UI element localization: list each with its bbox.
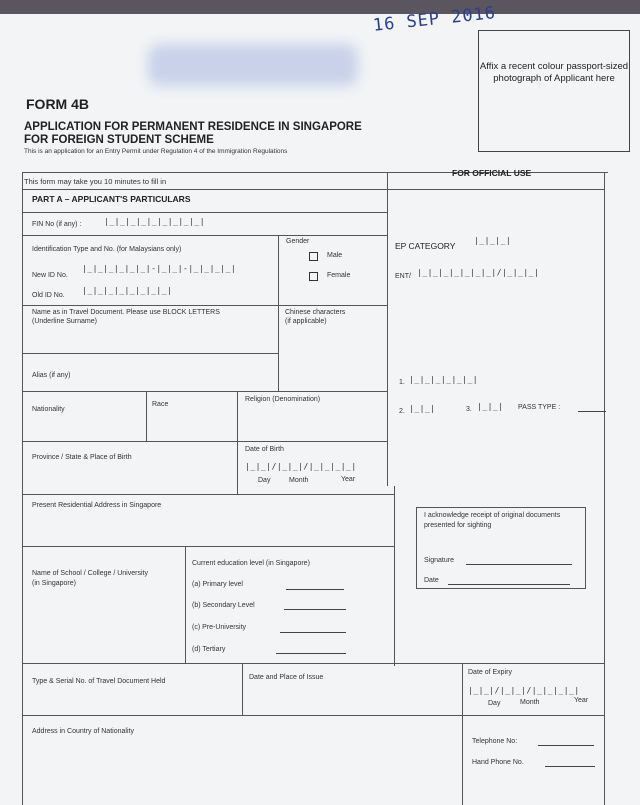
official-item1: 1.	[399, 379, 405, 386]
rule	[242, 663, 243, 715]
receipt-date-line[interactable]	[448, 584, 570, 585]
male-label: Male	[327, 252, 343, 259]
rule	[22, 235, 387, 236]
gender-label: Gender	[286, 238, 310, 245]
official-use-header: FOR OFFICIAL USE	[452, 168, 532, 178]
rule	[22, 663, 604, 664]
official-item3-boxes: |_|_|	[477, 402, 504, 411]
ep-category-label: EP CATEGORY	[395, 241, 456, 251]
id-type-label: Identification Type and No. (for Malaysians only)	[32, 246, 182, 253]
expiry-year: Year	[574, 697, 589, 704]
photo-note: Affix a recent colour passport-sized photograph of Applicant here	[479, 61, 629, 84]
handphone-label: Hand Phone No.	[472, 759, 524, 766]
alias-label: Alias (if any)	[32, 372, 71, 379]
rule	[185, 546, 186, 663]
time-note: This form may take you 10 minutes to fill in	[24, 177, 167, 186]
photo-box	[478, 30, 630, 152]
ep-category-boxes: |_|_|_|	[474, 236, 512, 245]
dob-year: Year	[341, 476, 356, 483]
religion-label: Religion (Denomination)	[245, 396, 321, 403]
province-label: Province / State & Place of Birth	[32, 454, 132, 461]
receipt-ack: I acknowledge receipt of original documents presented for sighting	[424, 512, 561, 529]
receipt-date-label: Date	[424, 577, 439, 584]
rule	[22, 494, 394, 495]
redacted-area	[148, 44, 358, 86]
school-label: Name of School / College / University	[32, 570, 148, 577]
rule	[387, 172, 388, 216]
telephone-label: Telephone No:	[472, 738, 518, 745]
rule	[462, 663, 463, 805]
dob-label: Date of Birth	[245, 446, 284, 453]
receipt-signature-line[interactable]	[466, 564, 572, 565]
ent-label: ENT/	[395, 273, 411, 280]
address-nat-label: Address in Country of Nationality	[32, 728, 134, 735]
dob-boxes[interactable]: |_|_|/|_|_|/|_|_|_|_|	[245, 462, 357, 471]
expiry-day: Day	[488, 700, 501, 707]
rule	[22, 353, 278, 354]
new-id-boxes[interactable]: |_|_|_|_|_|_|-|_|_|-|_|_|_|_|	[82, 264, 237, 273]
rule	[22, 305, 387, 306]
pre-uni-label: (c) Pre-University	[192, 624, 247, 631]
tertiary-label: (d) Tertiary	[192, 646, 226, 653]
new-id-label: New ID No.	[32, 272, 68, 279]
edu-level-label: Current education level (in Singapore)	[192, 560, 310, 567]
expiry-month: Month	[520, 699, 540, 706]
address-sg-label: Present Residential Address in Singapore	[32, 502, 162, 509]
male-checkbox[interactable]	[309, 252, 318, 261]
female-label: Female	[327, 272, 351, 279]
date-stamp: 16 SEP 2016	[372, 3, 498, 36]
receipt-signature-label: Signature	[424, 557, 454, 564]
dob-month: Month	[289, 477, 309, 484]
rule	[604, 172, 605, 805]
handphone-line[interactable]	[545, 766, 595, 767]
nationality-label: Nationality	[32, 406, 65, 413]
rule	[146, 391, 147, 441]
female-checkbox[interactable]	[309, 272, 318, 281]
fin-boxes[interactable]: |_|_|_|_|_|_|_|_|_|	[104, 217, 206, 226]
pass-type-line	[578, 411, 606, 412]
name-label: Name as in Travel Document. Please use BLOCK LETTERS	[32, 309, 220, 316]
race-label: Race	[152, 401, 169, 408]
rule	[22, 441, 387, 442]
old-id-boxes[interactable]: |_|_|_|_|_|_|_|_|	[82, 286, 173, 295]
primary-label: (a) Primary level	[192, 581, 243, 588]
rule	[22, 189, 604, 190]
travel-doc-label: Type & Serial No. of Travel Document Held	[32, 678, 166, 685]
official-item1-boxes: |_|_|_|_|_|_|	[409, 375, 479, 384]
chinese-sublabel: (if applicable)	[285, 318, 327, 325]
rule	[387, 216, 388, 486]
secondary-label: (b) Secondary Level	[192, 602, 255, 609]
rule	[22, 391, 387, 392]
date-place-issue-label: Date and Place of Issue	[249, 674, 324, 681]
fin-label: FIN No (if any) :	[32, 221, 82, 228]
chinese-label: Chinese characters	[285, 309, 346, 316]
rule	[237, 391, 238, 494]
rule	[22, 715, 604, 716]
form-subtitle: This is an application for an Entry Permit under Regulation 4 of the Immigration Regulations	[24, 148, 288, 155]
primary-line[interactable]	[286, 589, 344, 590]
secondary-line[interactable]	[284, 609, 346, 610]
rule	[394, 486, 395, 666]
part-a-header: PART A – APPLICANT'S PARTICULARS	[32, 194, 191, 204]
expiry-label: Date of Expiry	[468, 669, 512, 676]
ent-boxes: |_|_|_|_|_|_|_|/|_|_|_|	[417, 268, 540, 277]
form-number: FORM 4B	[26, 96, 89, 112]
rule	[22, 212, 387, 213]
rule	[22, 172, 23, 805]
telephone-line[interactable]	[538, 745, 594, 746]
old-id-label: Old ID No.	[32, 292, 65, 299]
tertiary-line[interactable]	[276, 653, 346, 654]
pass-type-label: PASS TYPE :	[518, 404, 561, 411]
pre-uni-line[interactable]	[280, 632, 346, 633]
official-item3: 3.	[466, 406, 472, 413]
name-sublabel: (Underline Surname)	[32, 318, 97, 325]
rule	[278, 235, 279, 391]
official-item2-boxes: |_|_|	[409, 404, 436, 413]
form-title-line1: APPLICATION FOR PERMANENT RESIDENCE IN SINGAPORE	[24, 121, 362, 133]
official-item2: 2.	[399, 408, 405, 415]
form-title-line2: FOR FOREIGN STUDENT SCHEME	[24, 134, 214, 146]
dob-day: Day	[258, 477, 271, 484]
school-sublabel: (in Singapore)	[32, 580, 76, 587]
rule	[22, 546, 394, 547]
expiry-boxes[interactable]: |_|_|/|_|_|/|_|_|_|_|	[468, 686, 580, 695]
